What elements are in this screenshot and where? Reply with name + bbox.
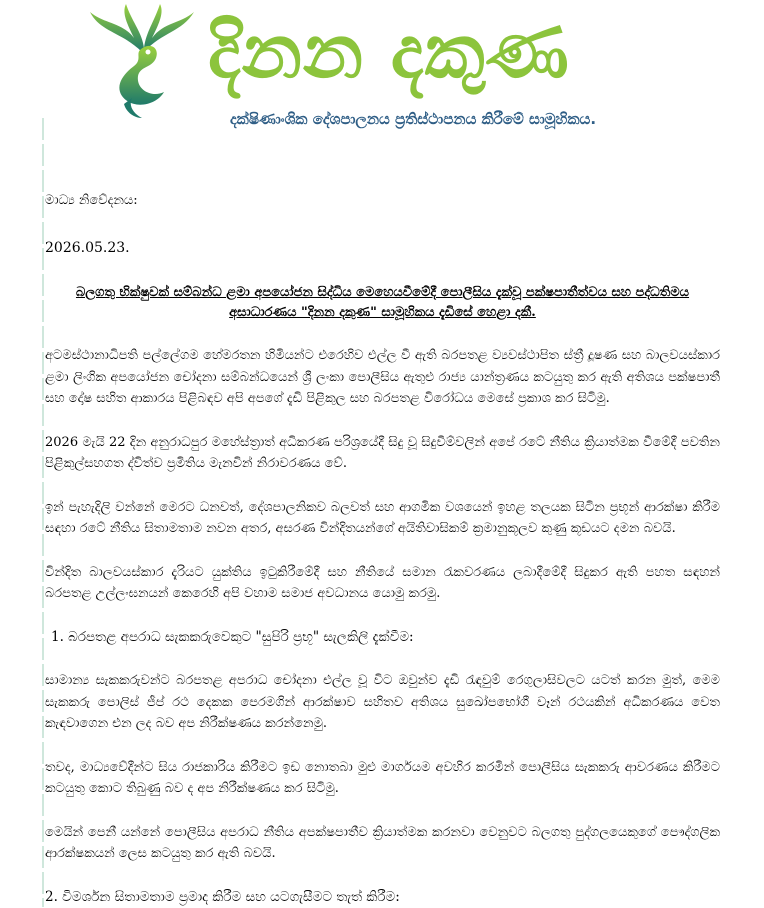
document-date: 2026.05.23. [45, 238, 720, 260]
page-header [0, 0, 764, 140]
paragraph: ඉන් පැහැදිලි වන්නේ මෙරට ධනවත්, දේශපාලනිකව බලවත් සහ ආගමික වශයෙන් ඉහළ තලයක සිටින ප්‍රභූන් ආරක්ෂා කිරීම සඳහා රටේ නීතිය සිතාමතාම නවන අතර, අසරණ වින්දිතයන්ගේ අයිතිවාසිකම් ක්‍රමානුකූලව කුණු කූඩයට දමන බවයි. [45, 497, 720, 540]
paragraph: තවද, මාධ්‍යවේදීන්ට සිය රාජකාරිය කිරීමට ඉඩ නොතබා මුළු මාර්ගයම අවහිර කරමින් පොලීසිය සැකකරු ආවරණය කිරීමට කටයුතු කොට තිබුණු බව ද අප නිරීක්ෂණය කර සිටිමු. [45, 757, 720, 800]
paragraph: මෙයින් පෙනී යන්නේ පොලීසිය අපරාධ නීතිය අපක්ෂපාතීව ක්‍රියාත්මක කරනවා වෙනුවට බලගතු පුද්ගලයෙකුගේ පෞද්ගලික ආරක්ෂකයන් ලෙස කටයුතු කර ඇති බවයි. [45, 822, 720, 865]
section-heading-1: 1. බරපතළ අපරාධ සැකකරුවෙකුට "සුපිරි ප්‍රභූ" සැලකිලි දැක්වීම: [45, 627, 720, 649]
document-label: මාධ්‍ය නිවේදනය: [45, 190, 720, 212]
paragraph: වින්දිත බාලවයස්කාර දැරියට යුක්තිය ඉටුකිරීමේදී සහ නීතියේ සමාන රැකවරණය ලබාදීමේදී සිදුකර ඇති පහත සඳහන් බරපතළ උල්ලංඝනයන් කෙරෙහි අපි වහාම සමාජ අවධානය යොමු කරමු. [45, 562, 720, 605]
press-release-body [45, 180, 720, 908]
section-heading-2: 2. විමර්ශන සිතාමතාම ප්‍රමාද කිරීම සහ යටගැසීමට තැත් කිරීම: [45, 887, 720, 908]
paragraph: අටමස්ථානාධිපති පල්ලේගම හේමරතන හිමියන්ට එරෙහිව එල්ල වී ඇති බරපතළ ව්‍යවස්ථාපිත ස්ත්‍රී දූෂණ සහ බාලවයස්කාර ළමා ලිංගික අපයෝජන චෝදනා සම්බන්ධයෙන් ශ්‍රී ලංකා පොලීසිය ඇතුළු රාජ්‍ය යාන්ත්‍රණය කටයුතු කර ඇති අතිශය පක්ෂපාතී සහ දෝෂ සහිත ආකාරය පිළිබඳව අපි අපගේ දැඩි පිළිකුල සහ බරපතළ විරෝධය මෙසේ ප්‍රකාශ කර සිටිමු. [45, 345, 720, 410]
brand-name: දිනන දකුණ [208, 0, 570, 104]
document-title: බලගතු භික්ෂුවක් සම්බන්ධ ළමා අපයෝජන සිද්ධිය මෙහෙයවීමේදී පොලීසිය දැක්වූ පක්ෂපාතීත්වය සහ පද්ධතිමය අසාධාරණය "දිනන දකුණ" සාමූහිකය දැඩිසේ හෙළා දකී. [45, 283, 720, 323]
brand-tagline: දක්ෂිණාංශික දේශපාලනය ප්‍රතිස්ථාපනය කිරීමේ සාමූහිකය. [230, 110, 596, 128]
paragraph: 2026 මැයි 22 දින අනුරාධපුර මහේස්ත්‍රාත් අධිකරණ පරිශ්‍රයේදී සිදු වූ සිදුවීම්වලින් අපේ රටේ නීතිය ක්‍රියාත්මක වීමේදී පවතින පිළිකුල්සහගත ද්විත්ව ප්‍රමිතිය මැනවින් නිරාවරණය වේ. [45, 432, 720, 475]
phoenix-icon [82, 2, 202, 122]
left-margin-rule [42, 118, 44, 907]
paragraph: සාමාන්‍ය සැකකරුවන්ට බරපතළ අපරාධ චෝදනා එල්ල වූ විට ඔවුන්ව දැඩි රැඳවුම් රෙගුලාසිවලට යටත් කරන මුත්, මෙම සැකකරු පොලිස් ජීප් රථ දෙකක පෙරමගින් ආරක්ෂාව සහිතව අතිශය සුඛෝපභෝගී වෑන් රථයකින් අධිකරණය වෙත කැඳවාගෙන එන ලද බව අප නිරීක්ෂණය කරන්නෙමු. [45, 670, 720, 735]
